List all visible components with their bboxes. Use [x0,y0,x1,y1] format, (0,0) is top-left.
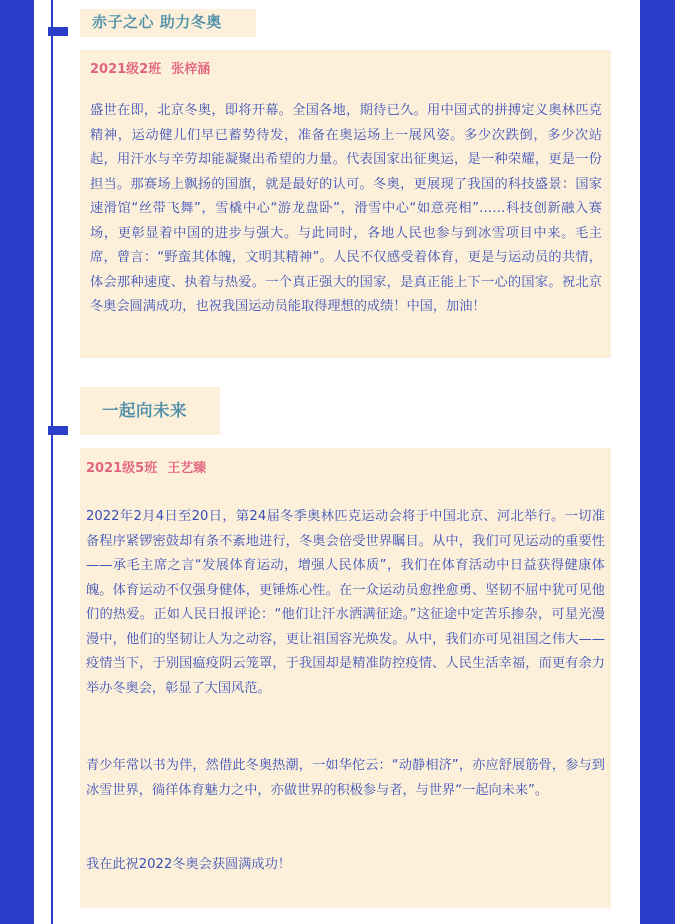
author-name: 王艺臻 [167,461,207,476]
essay-card [80,50,611,358]
class-label: 2021级5班 [86,461,158,476]
essay-paragraph: 青少年常以书为伴，然借此冬奥热潮，一如华佗云：“动静相济”，亦应舒展筋骨，参与到冰雪世界，徜徉体育魅力之中，亦做世界的积极参与者，与世界“一起向未来”。 [86,758,605,798]
section-title: 一起向未来 [80,387,220,435]
class-label: 2021级2班 [90,62,162,77]
timeline-marker [48,426,68,435]
essay-card [80,448,611,908]
essay-paragraph: 盛世在即，北京冬奥，即将开幕。全国各地，期待已久。用中国式的拼搏定义奥林匹克精神，运动健儿们早已蓄势待发，准备在奥运场上一展风姿。多少次跌倒，多少次站起，用汗水与辛劳却能凝聚出希望的力量。代表国家出征奥运，是一种荣耀，更是一份担当。那赛场上飘扬的国旗，就是最好的认可。冬奥，更展现了我国的科技盛景：国家速滑馆“丝带飞舞”，雪橇中心“游龙盘卧”，滑雪中心“如意亮相”……科技创新融入赛场，更彰显着中国的进步与强大。与此同时，各地人民也参与到冰雪项目中来。毛主席，曾言：“野蛮其体魄，文明其精神”。人民不仅感受着体育，更是与运动员的共情，体会那种速度、执着与热爱。一个真正强大的国家，是真正能上下一心的国家。祝北京冬奥会圆满成功，也祝我国运动员能取得理想的成绩！中国，加油！ [90,103,602,314]
author-name: 张梓涵 [171,62,211,77]
essay-paragraph: 我在此祝2022冬奥会获圆满成功！ [86,857,291,872]
byline [86,457,206,476]
byline [90,58,210,77]
section-title: 赤子之心 助力冬奥 [80,9,256,37]
timeline-marker [48,27,68,36]
essay-paragraph: 2022年2月4日至20日，第24届冬季奥林匹克运动会将于中国北京、河北举行。一切准备程序紧锣密鼓却有条不紊地进行，冬奥会倍受世界瞩目。从中，我们可见运动的重要性——承毛主席之言“发展体育运动，增强人民体质”，我们在体育活动中日益获得健康体魄。体育运动不仅强身健体，更锤炼心性。在一众运动员愈挫愈勇、坚韧不屈中犹可见他们的热爱。正如人民日报评论：“他们让汗水洒满征途。”这征途中定苦乐掺杂，可星光漫漫中，他们的坚韧让人为之动容，更让祖国容光焕发。从中，我们亦可见祖国之伟大——疫情当下，于别国瘟疫阴云笼罩，于我国却是精准防控疫情、人民生活幸福，而更有余力举办冬奥会，彰显了大国风范。 [86,509,605,696]
timeline-line [51,0,53,924]
